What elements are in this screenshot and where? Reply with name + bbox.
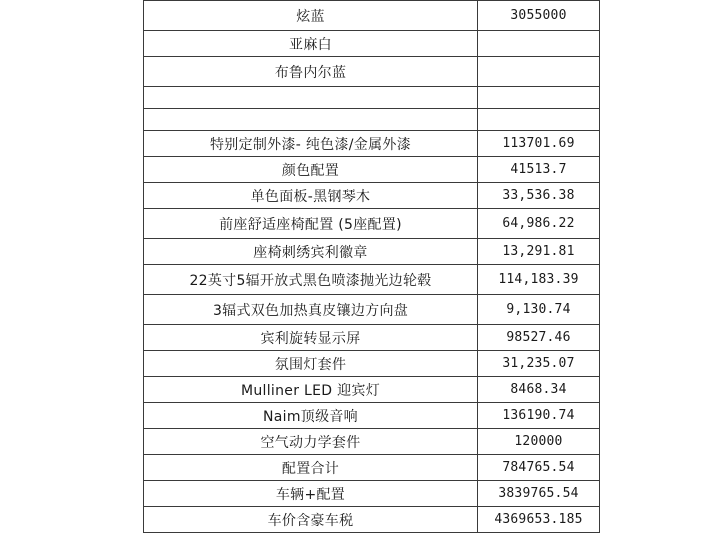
table-row [144, 183, 600, 209]
table-row [144, 109, 600, 131]
item-cell[interactable]: 炫蓝 [144, 1, 478, 31]
item-cell[interactable]: 宾利旋转显示屏 [144, 325, 478, 351]
item-cell[interactable]: 布鲁内尔蓝 [144, 57, 478, 87]
item-cell[interactable]: 配置合计 [144, 455, 478, 481]
value-cell[interactable]: 31,235.07 [478, 351, 600, 377]
table-row [144, 239, 600, 265]
item-cell[interactable]: 亚麻白 [144, 31, 478, 57]
item-cell[interactable]: 单色面板-黑钢琴木 [144, 183, 478, 209]
table-row [144, 481, 600, 507]
table-row [144, 429, 600, 455]
value-cell[interactable]: 784765.54 [478, 455, 600, 481]
table-row [144, 325, 600, 351]
value-cell[interactable]: 3839765.54 [478, 481, 600, 507]
table-row [144, 403, 600, 429]
item-cell[interactable]: 车辆+配置 [144, 481, 478, 507]
item-cell[interactable]: Naim顶级音响 [144, 403, 478, 429]
value-cell[interactable]: 8468.34 [478, 377, 600, 403]
item-cell[interactable] [144, 87, 478, 109]
item-cell[interactable]: 22英寸5辐开放式黑色喷漆抛光边轮毂 [144, 265, 478, 295]
value-cell[interactable] [478, 57, 600, 87]
value-cell[interactable]: 41513.7 [478, 157, 600, 183]
item-cell[interactable]: 前座舒适座椅配置 (5座配置) [144, 209, 478, 239]
item-cell[interactable]: 3辐式双色加热真皮镶边方向盘 [144, 295, 478, 325]
table-row [144, 295, 600, 325]
item-cell[interactable]: 特别定制外漆- 纯色漆/金属外漆 [144, 131, 478, 157]
value-cell[interactable]: 136190.74 [478, 403, 600, 429]
value-cell[interactable]: 33,536.38 [478, 183, 600, 209]
value-cell[interactable]: 4369653.185 [478, 507, 600, 533]
value-cell[interactable]: 3055000 [478, 1, 600, 31]
item-cell[interactable]: Mulliner LED 迎宾灯 [144, 377, 478, 403]
table-row [144, 455, 600, 481]
value-cell[interactable] [478, 31, 600, 57]
value-cell[interactable]: 98527.46 [478, 325, 600, 351]
value-cell[interactable]: 9,130.74 [478, 295, 600, 325]
table-row [144, 351, 600, 377]
value-cell[interactable]: 64,986.22 [478, 209, 600, 239]
item-cell[interactable]: 颜色配置 [144, 157, 478, 183]
table-row [144, 209, 600, 239]
item-cell[interactable]: 车价含豪车税 [144, 507, 478, 533]
table-row [144, 31, 600, 57]
table-row [144, 1, 600, 31]
value-cell[interactable]: 114,183.39 [478, 265, 600, 295]
value-cell[interactable] [478, 87, 600, 109]
table-row [144, 87, 600, 109]
value-cell[interactable]: 13,291.81 [478, 239, 600, 265]
value-cell[interactable]: 113701.69 [478, 131, 600, 157]
value-cell[interactable] [478, 109, 600, 131]
table-row [144, 265, 600, 295]
item-cell[interactable]: 座椅刺绣宾利徽章 [144, 239, 478, 265]
item-cell[interactable]: 氛围灯套件 [144, 351, 478, 377]
price-config-table [143, 0, 600, 533]
item-cell[interactable] [144, 109, 478, 131]
table-row [144, 377, 600, 403]
item-cell[interactable]: 空气动力学套件 [144, 429, 478, 455]
value-cell[interactable]: 120000 [478, 429, 600, 455]
table-row [144, 57, 600, 87]
table-row [144, 131, 600, 157]
table-row [144, 507, 600, 533]
table-row [144, 157, 600, 183]
